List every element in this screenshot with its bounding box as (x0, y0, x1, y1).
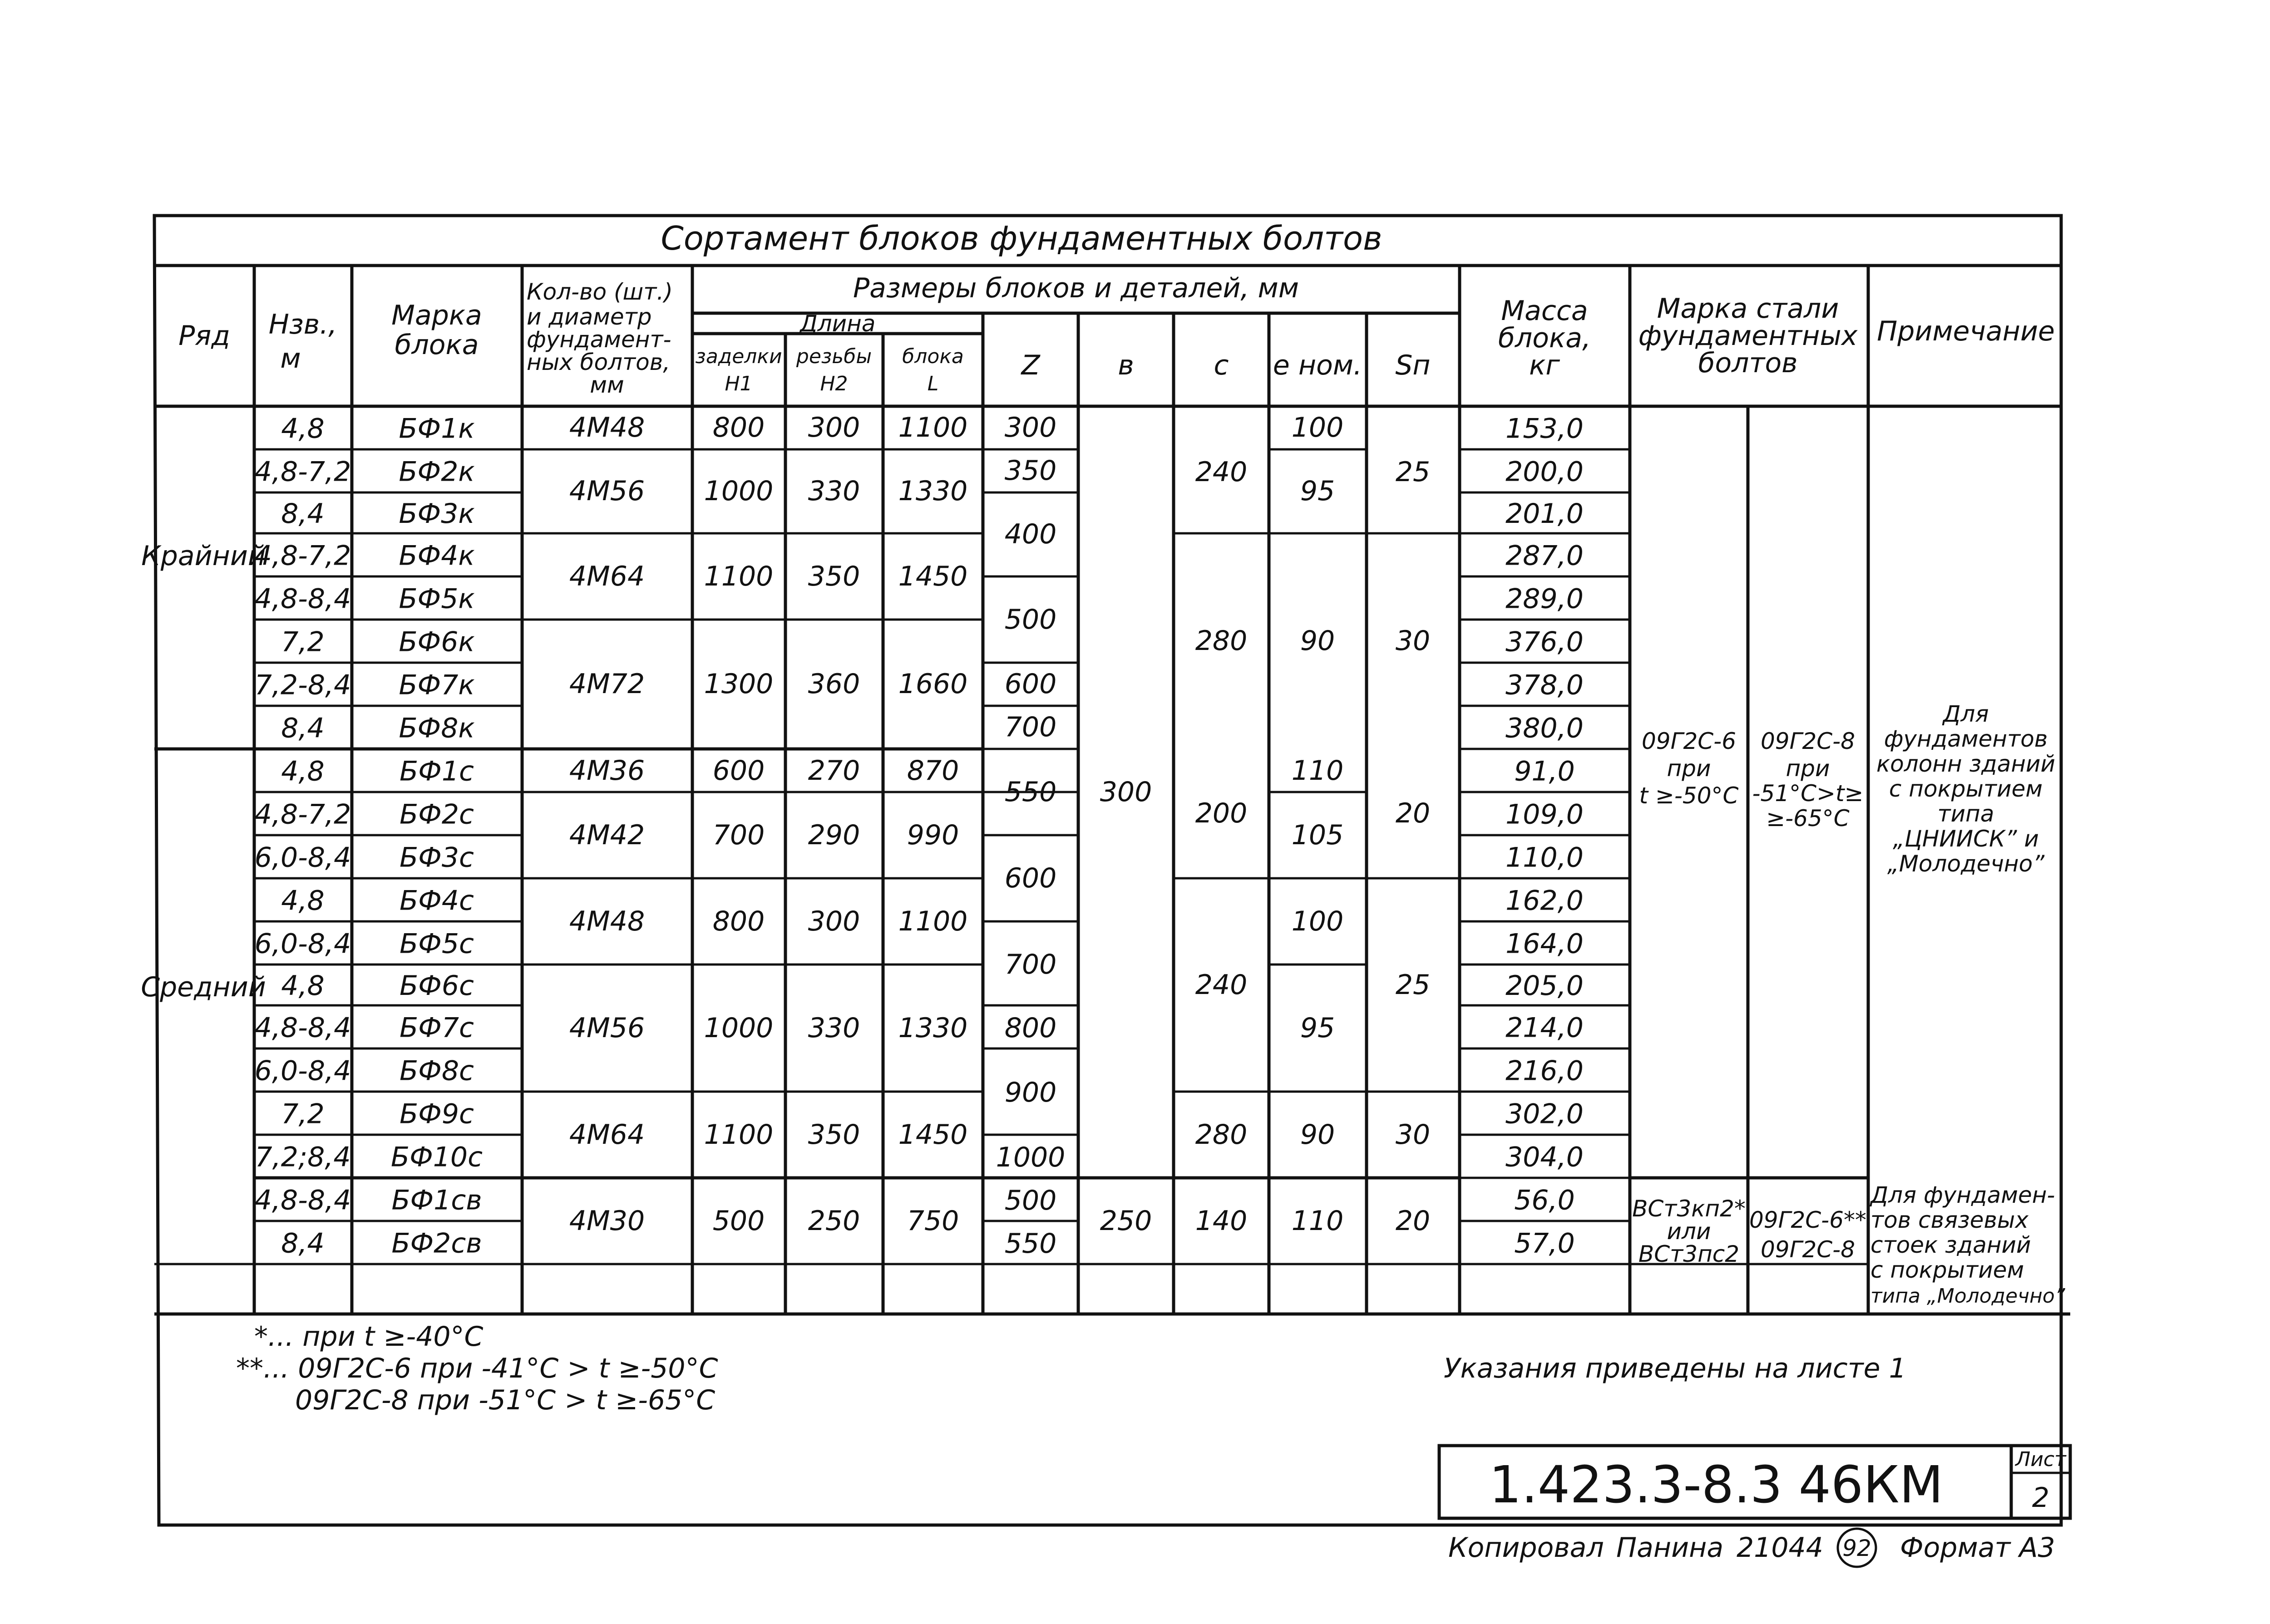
mass-cell: 201,0 (1505, 498, 1584, 530)
kol-cell: 4М36 (569, 755, 645, 787)
height-cell: 7,2-8,4 (254, 669, 351, 701)
block-mark-cell: БФ6с (400, 970, 474, 1002)
e-cell: 100 (1291, 412, 1344, 443)
svg-text:заделки: заделки (695, 345, 782, 368)
svg-text:Примечание: Примечание (1877, 315, 2055, 347)
mass-cell: 289,0 (1505, 583, 1584, 615)
svg-text:Кол-во (шт.): Кол-во (шт.) (527, 279, 673, 305)
height-cell: 6,0-8,4 (254, 842, 351, 874)
svg-text:и диаметр: и диаметр (527, 304, 652, 330)
svg-text:09Г2С-8: 09Г2С-8 (1760, 1236, 1855, 1263)
svg-text:м: м (280, 343, 301, 374)
table-title: Сортамент блоков фундаментных болтов (661, 219, 1382, 257)
c-cell: 140 (1195, 1205, 1248, 1237)
z-cell: 350 (1004, 455, 1057, 487)
height-cell: 8,4 (281, 498, 325, 530)
e-cell: 95 (1300, 475, 1335, 507)
svg-text:Масса: Масса (1501, 295, 1588, 327)
svg-text:блока: блока (902, 345, 964, 368)
h1-cell: 1100 (704, 1119, 774, 1151)
l-cell: 1450 (898, 561, 968, 592)
svg-text:колонн зданий: колонн зданий (1876, 751, 2056, 777)
height-cell: 7,2 (281, 1098, 325, 1130)
svg-text:е ном.: е ном. (1273, 349, 1362, 381)
mass-cell: 380,0 (1505, 712, 1584, 744)
h2-cell: 350 (808, 561, 860, 592)
mass-cell: 164,0 (1505, 928, 1584, 960)
e-cell: 90 (1300, 625, 1335, 657)
s-cell: 25 (1395, 456, 1431, 488)
mass-cell: 376,0 (1505, 626, 1584, 658)
document-code: 1.423.3-8.3 46КМ (1489, 1456, 1944, 1515)
svg-text:*... при t ≥-40°С: *... при t ≥-40°С (254, 1321, 484, 1353)
h1-cell: 1000 (704, 475, 774, 507)
h2-cell: 360 (808, 668, 860, 700)
block-mark-cell: БФ3с (400, 842, 474, 874)
c-cell: 280 (1195, 625, 1248, 657)
svg-text:09Г2С-8 при -51°С > t ≥-65°С: 09Г2С-8 при -51°С > t ≥-65°С (295, 1384, 716, 1416)
mass-cell: 287,0 (1505, 540, 1584, 572)
svg-text:09Г2С-6: 09Г2С-6 (1641, 728, 1737, 754)
svg-text:Для фундамен-: Для фундамен- (1870, 1182, 2055, 1208)
svg-text:с покрытием: с покрытием (1889, 776, 2043, 802)
height-cell: 7,2 (281, 626, 325, 658)
h1-cell: 700 (712, 819, 765, 851)
e-cell: 95 (1300, 1012, 1335, 1044)
height-cell: 4,8 (281, 413, 325, 445)
svg-text:или: или (1667, 1218, 1711, 1245)
s-cell: 20 (1395, 1205, 1431, 1237)
block-mark-cell: БФ1св (391, 1184, 482, 1216)
svg-text:92: 92 (1842, 1535, 1871, 1561)
kol-cell: 4М42 (569, 819, 645, 851)
svg-text:-51°С>t≥: -51°С>t≥ (1752, 780, 1864, 807)
mass-cell: 378,0 (1505, 669, 1584, 701)
l-cell: 1330 (898, 475, 968, 507)
table-header (178, 272, 2055, 398)
svg-text:с покрытием: с покрытием (1870, 1257, 2024, 1283)
height-cell: 4,8-7,2 (254, 456, 351, 488)
block-mark-cell: БФ3к (399, 498, 475, 530)
block-mark-cell: БФ1с (400, 755, 474, 787)
e-cell: 110 (1291, 755, 1344, 787)
block-mark-cell: БФ9с (400, 1098, 474, 1130)
notes-cells (1870, 701, 2066, 1308)
block-mark-cell: БФ7с (400, 1012, 474, 1044)
height-cell: 6,0-8,4 (254, 1055, 351, 1087)
block-mark-cell: БФ7к (399, 669, 475, 701)
svg-text:кг: кг (1529, 349, 1560, 381)
svg-text:Копировал: Копировал (1448, 1532, 1604, 1564)
z-cell: 550 (1004, 1228, 1057, 1260)
svg-text:Размеры блоков и деталей, мм: Размеры блоков и деталей, мм (853, 272, 1299, 304)
block-mark-cell: БФ8к (399, 712, 475, 744)
footnotes (236, 1321, 718, 1416)
height-cell: 6,0-8,4 (254, 928, 351, 960)
svg-text:типа „Молодечно”: типа „Молодечно” (1870, 1284, 2065, 1308)
height-cell: 7,2;8,4 (255, 1141, 351, 1173)
h2-cell: 350 (808, 1119, 860, 1151)
svg-text:ных болтов,: ных болтов, (527, 349, 671, 375)
h2-cell: 300 (808, 906, 860, 937)
z-cell: 600 (1004, 668, 1057, 700)
z-cell: 600 (1004, 862, 1057, 894)
svg-text:**... 09Г2С-6 при -41°С > t ≥-: **... 09Г2С-6 при -41°С > t ≥-50°С (236, 1353, 718, 1384)
z-cell: 400 (1004, 518, 1057, 550)
h2-cell: 330 (808, 1012, 860, 1044)
h1-cell: 600 (712, 755, 765, 787)
z-cell: 500 (1004, 1185, 1057, 1216)
s-cell: 30 (1395, 625, 1431, 657)
c-cell: 200 (1195, 797, 1248, 829)
l-cell: 870 (907, 755, 959, 787)
kol-cell: 4М72 (569, 668, 645, 700)
height-cell: 4,8 (281, 755, 325, 787)
z-cell: 500 (1004, 604, 1057, 635)
v-cell: 300 (1100, 776, 1152, 808)
svg-text:Длина: Длина (799, 310, 876, 337)
svg-text:L: L (927, 372, 939, 395)
z-cell: 700 (1004, 949, 1057, 980)
e-cell: 90 (1300, 1119, 1335, 1151)
l-cell: 1100 (898, 906, 968, 937)
h1-cell: 800 (712, 412, 765, 443)
mass-cell: 304,0 (1505, 1141, 1584, 1173)
height-cell: 8,4 (281, 712, 325, 744)
svg-text:09Г2С-6**: 09Г2С-6** (1749, 1207, 1867, 1233)
h1-cell: 1300 (704, 668, 774, 700)
height-cell: 4,8 (281, 885, 325, 917)
h1-cell: 500 (712, 1205, 765, 1237)
svg-text:Панина: Панина (1616, 1532, 1724, 1564)
svg-text:фундаментных: фундаментных (1638, 320, 1858, 352)
svg-text:„Молодечно”: „Молодечно” (1887, 851, 2045, 877)
mass-cell: 216,0 (1505, 1055, 1584, 1087)
e-cell: 100 (1291, 906, 1344, 937)
svg-text:типа: типа (1937, 801, 1994, 827)
block-mark-cell: БФ5с (400, 928, 474, 960)
svg-text:Ряд: Ряд (178, 320, 230, 352)
s-cell: 20 (1395, 797, 1431, 829)
svg-text:Sп: Sп (1395, 349, 1431, 381)
svg-text:фундамент-: фундамент- (527, 326, 671, 353)
block-mark-cell: БФ4с (400, 885, 474, 917)
l-cell: 1450 (898, 1119, 968, 1151)
l-cell: 1660 (898, 668, 968, 700)
svg-text:t ≥-50°С: t ≥-50°С (1639, 782, 1739, 809)
s-cell: 25 (1395, 969, 1431, 1001)
z-cell: 700 (1004, 711, 1057, 743)
group-krainiy: Крайний (141, 540, 266, 572)
svg-text:блока: блока (395, 329, 479, 361)
svg-text:мм: мм (590, 372, 624, 398)
c-cell: 280 (1195, 1119, 1248, 1151)
svg-text:ВСт3кп2*: ВСт3кп2* (1632, 1196, 1746, 1222)
mass-cell: 110,0 (1505, 842, 1584, 874)
block-mark-cell: БФ8с (400, 1055, 474, 1087)
svg-text:блока,: блока, (1498, 322, 1591, 354)
s-cell: 30 (1395, 1119, 1431, 1151)
h2-cell: 330 (808, 475, 860, 507)
e-cell: 110 (1291, 1205, 1344, 1237)
block-mark-cell: БФ2к (399, 456, 475, 488)
svg-text:Формат А3: Формат А3 (1900, 1532, 2055, 1564)
block-mark-cell: БФ4к (399, 540, 475, 572)
height-cell: 4,8-8,4 (254, 1012, 351, 1044)
h1-cell: 1000 (704, 1012, 774, 1044)
c-cell: 240 (1195, 969, 1248, 1001)
height-cell: 8,4 (281, 1227, 325, 1260)
mass-cell: 109,0 (1505, 798, 1584, 831)
height-cell: 4,8 (281, 970, 325, 1002)
title-stamp (1439, 1446, 2070, 1518)
svg-text:„ЦНИИСК” и: „ЦНИИСК” и (1893, 826, 2039, 852)
mass-cell: 162,0 (1505, 885, 1584, 917)
mass-cell: 56,0 (1514, 1184, 1575, 1216)
z-cell: 1000 (996, 1142, 1066, 1173)
block-mark-cell: БФ2с (400, 798, 474, 831)
h1-cell: 1100 (704, 561, 774, 592)
mass-cell: 205,0 (1505, 970, 1584, 1002)
e-cell: 105 (1291, 819, 1344, 851)
svg-text:Z: Z (1021, 349, 1040, 381)
kol-cell: 4М56 (569, 475, 645, 507)
svg-text:стоек зданий: стоек зданий (1870, 1232, 2031, 1258)
svg-text:ВСт3пс2: ВСт3пс2 (1638, 1241, 1740, 1267)
group-sredniy: Средний (141, 971, 266, 1003)
block-mark-cell: БФ1к (399, 413, 475, 445)
mass-cell: 214,0 (1505, 1012, 1584, 1044)
h2-cell: 300 (808, 412, 860, 443)
block-mark-cell: БФ10с (390, 1141, 483, 1173)
instructions-text: Указания приведены на листе 1 (1444, 1353, 1906, 1384)
svg-text:болтов: болтов (1698, 347, 1798, 379)
svg-text:Марка стали: Марка стали (1657, 293, 1839, 325)
block-mark-cell: БФ5к (399, 583, 475, 615)
block-mark-cell: БФ2св (391, 1227, 482, 1260)
bottom-strip (1448, 1529, 2055, 1567)
list-label: Лист (2015, 1448, 2066, 1471)
svg-text:резьбы: резьбы (796, 345, 872, 368)
h2-cell: 290 (808, 819, 860, 851)
kol-cell: 4М56 (569, 1012, 645, 1044)
v-cell: 250 (1100, 1205, 1152, 1237)
svg-text:09Г2С-8: 09Г2С-8 (1760, 728, 1855, 754)
l-cell: 750 (907, 1205, 959, 1237)
mass-cell: 57,0 (1514, 1227, 1575, 1260)
block-mark-cell: БФ6к (399, 626, 475, 658)
svg-text:фундаментов: фундаментов (1884, 726, 2048, 752)
kol-cell: 4М30 (569, 1205, 645, 1237)
kol-cell: 4М64 (569, 1119, 645, 1151)
z-cell: 900 (1004, 1077, 1057, 1108)
h2-cell: 270 (808, 755, 860, 787)
kol-cell: 4М64 (569, 561, 645, 592)
svg-text:Н2: Н2 (820, 372, 848, 395)
mass-cell: 200,0 (1505, 456, 1584, 488)
svg-text:при: при (1667, 755, 1711, 782)
l-cell: 1330 (898, 1012, 968, 1044)
height-cell: 4,8-8,4 (254, 1184, 351, 1216)
l-cell: 1100 (898, 412, 968, 443)
svg-text:в: в (1118, 349, 1134, 381)
list-number: 2 (2032, 1482, 2050, 1514)
svg-text:Марка: Марка (391, 300, 482, 331)
mass-cell: 302,0 (1505, 1098, 1584, 1130)
z-cell: 300 (1004, 412, 1057, 443)
h2-cell: 250 (808, 1205, 860, 1237)
mass-cell: 153,0 (1505, 413, 1584, 445)
h1-cell: 800 (712, 906, 765, 937)
svg-text:21044: 21044 (1737, 1532, 1823, 1564)
svg-text:при: при (1786, 755, 1830, 782)
z-cell: 800 (1004, 1012, 1057, 1044)
kol-cell: 4М48 (569, 906, 645, 937)
height-cell: 4,8-7,2 (254, 798, 351, 831)
c-cell: 240 (1195, 456, 1248, 488)
svg-text:Для: Для (1943, 701, 1989, 727)
svg-text:с: с (1214, 349, 1229, 381)
kol-cell: 4М48 (569, 412, 645, 443)
z-cell: 550 (1004, 776, 1057, 808)
height-cell: 4,8-8,4 (254, 583, 351, 615)
svg-text:тов связевых: тов связевых (1870, 1207, 2028, 1233)
l-cell: 990 (907, 819, 959, 851)
svg-text:Нзв.,: Нзв., (268, 309, 337, 340)
svg-text:≥-65°С: ≥-65°С (1766, 805, 1850, 832)
svg-text:Н1: Н1 (725, 372, 753, 395)
height-cell: 4,8-7,2 (254, 540, 351, 572)
mass-cell: 91,0 (1514, 755, 1575, 787)
